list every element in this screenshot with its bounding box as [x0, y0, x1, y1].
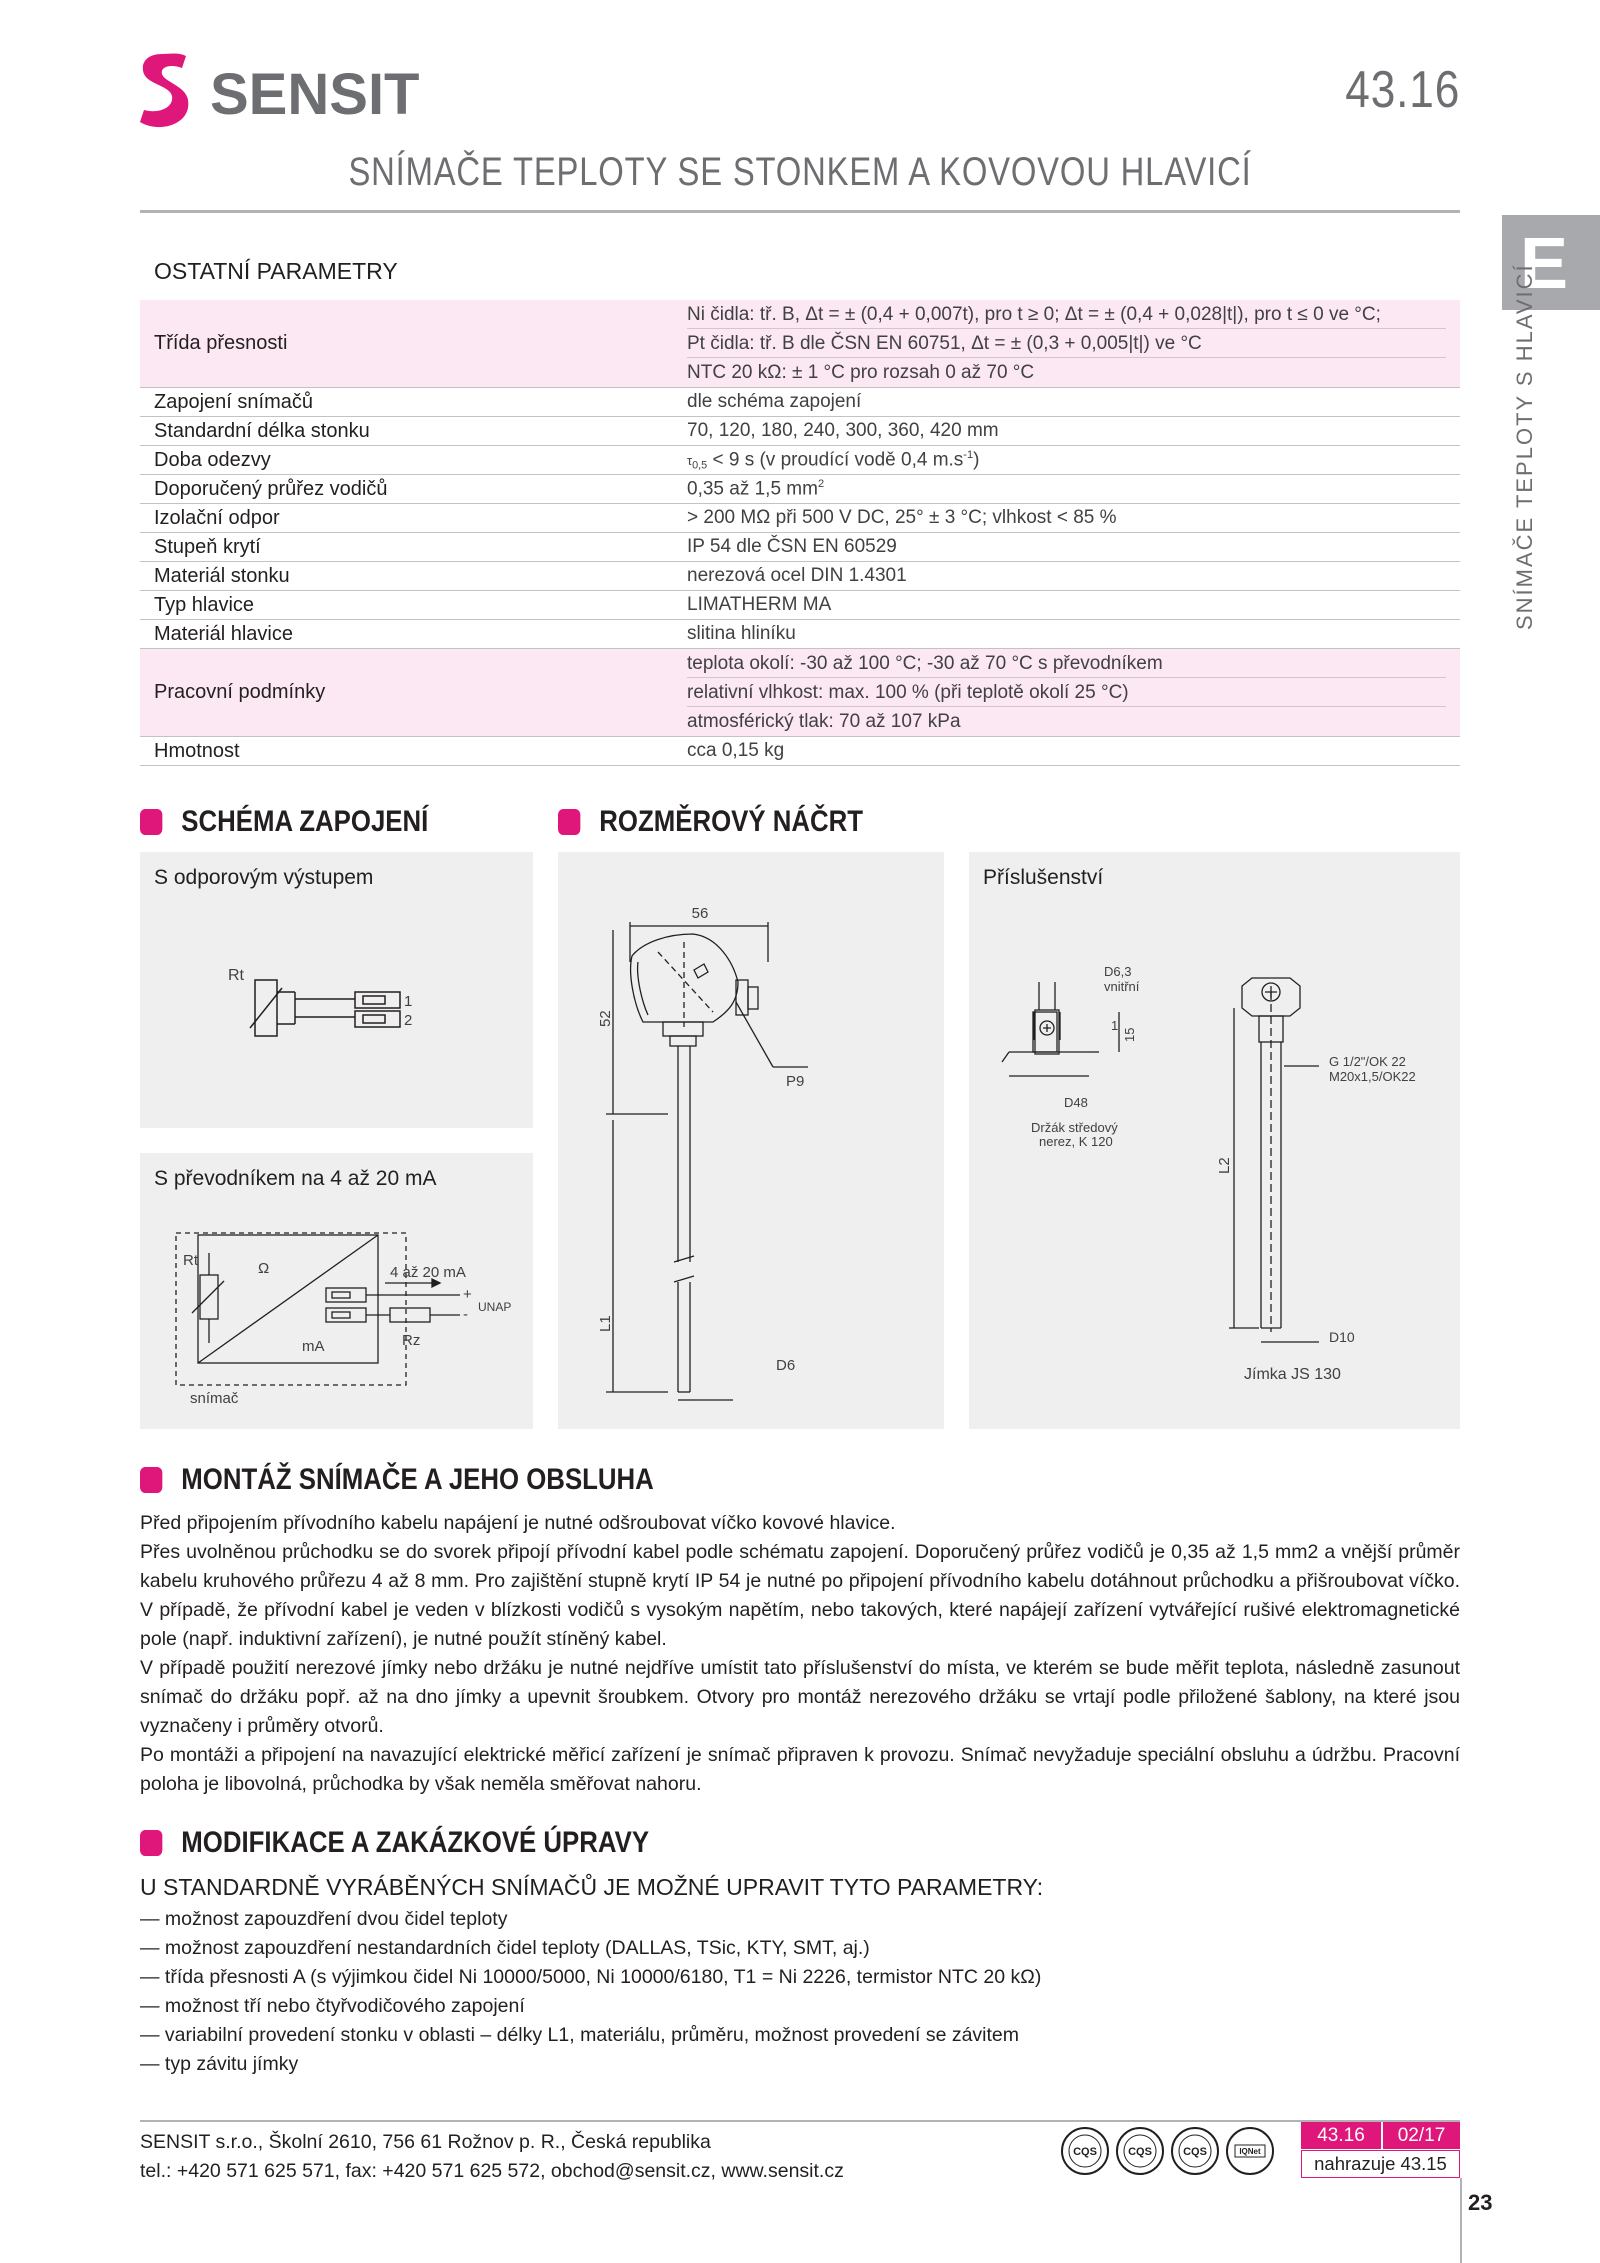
list-item: — možnost zapouzdření nestandardních čidel teploty (DALLAS, TSic, KTY, SMT, aj.) — [140, 1934, 1041, 1963]
holder-label-1: Držák středový — [1031, 1120, 1118, 1135]
param-value-line: teplota okolí: -30 až 100 °C; -30 až 70 °C s převodníkem — [687, 649, 1446, 678]
heading-bullet-icon — [140, 809, 162, 835]
modifications-heading — [140, 1826, 649, 1860]
param-label: Typ hlavice — [140, 591, 673, 620]
param-value: nerezová ocel DIN 1.4301 — [673, 562, 1460, 591]
page-number: 23 — [1468, 2190, 1493, 2215]
page-title: SNÍMAČE TEPLOTY SE STONKEM A KOVOVOU HLAVICÍ — [348, 150, 1252, 194]
param-row — [140, 388, 1460, 417]
dim-d48-label: D48 — [1064, 1095, 1088, 1110]
dim-d6-label: D6 — [776, 1357, 796, 1374]
param-label: Standardní délka stonku — [140, 417, 673, 446]
wiring-heading-text: SCHÉMA ZAPOJENÍ — [181, 805, 429, 838]
dim-1-label: 1 — [1111, 1018, 1119, 1033]
param-label: Hmotnost — [140, 737, 673, 766]
params-table — [140, 300, 1460, 766]
installation-text — [140, 1509, 1460, 1799]
param-value: 0,35 až 1,5 $mm^2$ — [673, 475, 1460, 504]
installation-heading-text: MONTÁŽ SNÍMAČE A JEHO OBSLUHA — [181, 1463, 654, 1496]
well-label: Jímka JS 130 — [1244, 1366, 1341, 1383]
param-value: IP 54 dle ČSN EN 60529 — [673, 533, 1460, 562]
company-contact: tel.: +420 571 625 571, fax: +420 571 625 572, obchod@sensit.cz, www.sensit.cz — [140, 2160, 844, 2182]
dim-l2-label: L2 — [1216, 1157, 1233, 1174]
wiring-panel-resistive — [140, 852, 533, 1128]
resistive-wiring-diagram — [140, 852, 533, 1128]
param-label: Izolační odpor — [140, 504, 673, 533]
accessories-label: Příslušenství — [983, 866, 1104, 889]
param-value-line: NTC 20 kΩ: ± 1 °C pro rozsah 0 až 70 °C — [687, 362, 1035, 383]
rt-label: Rt — [228, 967, 244, 984]
heading-bullet-icon — [140, 1830, 162, 1856]
heading-bullet-icon — [140, 1467, 162, 1493]
accessories-dimension-drawing — [969, 852, 1460, 1429]
param-label: Pracovní podmínky — [140, 649, 673, 737]
param-value-line: Ni čidla: tř. B, Δt = ± (0,4 + 0,007t), pro t ≥ 0; Δt = ± (0,4 + 0,028|t|), pro t ≤ 0 ve °C; — [687, 300, 1446, 329]
param-row — [140, 562, 1460, 591]
param-value-line: relativní vlhkost: max. 100 % (při teplotě okolí 25 °C) — [687, 678, 1446, 707]
dim-15-label: 15 — [1122, 1027, 1137, 1042]
installation-paragraph: Před připojením přívodního kabelu napájení je nutné odšroubovat víčko kovové hlavice. — [140, 1512, 896, 1534]
svg-text:IQNet: IQNet — [1239, 2147, 1261, 2156]
section-tab-text: SNÍMAČE TEPLOTY S HLAVICÍ — [1512, 263, 1537, 630]
terminal-1-label: 1 — [404, 993, 413, 1010]
param-label: Materiál stonku — [140, 562, 673, 591]
param-value: > 200 MΩ při 500 V DC, 25° ± 3 °C; vlhkost < 85 % — [673, 504, 1460, 533]
ma-label: mA — [302, 1338, 325, 1355]
cqs-cert-icon — [1115, 2126, 1165, 2176]
param-label: Stupeň krytí — [140, 533, 673, 562]
param-value — [673, 649, 1460, 737]
transmitter-wiring-diagram — [140, 1153, 533, 1429]
thread-label-1: G 1/2"/OK 22 — [1329, 1054, 1406, 1069]
supply-voltage-label: UNAP — [478, 1300, 512, 1314]
footer-rule — [140, 2120, 1460, 2122]
dim-d63-label: D6,3 — [1104, 964, 1132, 979]
sensor-dimension-drawing — [558, 852, 944, 1429]
dimensions-heading-text: ROZMĚROVÝ NÁČRT — [599, 805, 864, 838]
param-value-line: atmosférický tlak: 70 až 107 kPa — [687, 711, 961, 732]
svg-text:CQS: CQS — [1183, 2146, 1207, 2158]
param-row — [140, 504, 1460, 533]
param-value: LIMATHERM MA — [673, 591, 1460, 620]
brand-name: SENSIT — [210, 62, 420, 127]
list-item: — variabilní provedení stonku v oblasti – délky L1, materiálu, průměru, možnost provedení se závitem — [140, 2021, 1041, 2050]
svg-text:CQS: CQS — [1128, 2146, 1152, 2158]
param-row — [140, 475, 1460, 504]
dimension-panel-sensor — [558, 852, 944, 1429]
param-row — [140, 620, 1460, 649]
dim-internal-label: vnitřní — [1104, 979, 1140, 994]
list-item: — typ závitu jímky — [140, 2050, 1041, 2079]
installation-paragraph: V případě použití nerezové jímky nebo držáku je nutné nejdříve umístit tato příslušenství do místa, ve kterém se bude měřit teplota, následně zasunout snímač do držáku popř. až na dno jímky a upevnit šroubkem. Otvory pro montáž nerezového držáku se vrtají podle přiložené šablony, na které jsou vyznačeny i průměry otvorů. — [140, 1657, 1460, 1737]
param-value-line: Pt čidla: tř. B dle ČSN EN 60751, Δt = ± (0,3 + 0,005|t|) ve °C — [687, 329, 1446, 358]
installation-paragraph: Po montáži a připojení na navazující elektrické měřicí zařízení je snímač připraven k provozu. Snímač nevyžaduje speciální obsluhu a údržbu. Pracovní poloha je libovolná, průchodka by však neměla směřovat nahoru. — [140, 1744, 1460, 1795]
modifications-heading-text: MODIFIKACE A ZAKÁZKOVÉ ÚPRAVY — [181, 1826, 650, 1859]
svg-text:CQS: CQS — [1073, 2146, 1097, 2158]
current-range-label: 4 až 20 mA — [390, 1264, 466, 1281]
param-value: cca 0,15 kg — [673, 737, 1460, 766]
wiring-panel-transmitter — [140, 1153, 533, 1429]
param-row — [140, 417, 1460, 446]
section-tab-letter: E — [1520, 224, 1569, 304]
section-tab-label — [1512, 263, 1542, 630]
dim-l1-label: L1 — [597, 1315, 614, 1332]
replaces-note: nahrazuje 43.15 — [1301, 2150, 1460, 2178]
dim-p9-label: P9 — [786, 1073, 805, 1090]
param-label: Třída přesnosti — [140, 300, 673, 388]
wiring-panel-label: S převodníkem na 4 až 20 mA — [154, 1167, 437, 1190]
company-address: SENSIT s.r.o., Školní 2610, 756 61 Rožnov p. R., Česká republika — [140, 2131, 711, 2153]
thread-label-2: M20x1,5/OK22 — [1329, 1069, 1416, 1084]
dimension-panel-accessories — [969, 852, 1460, 1429]
param-row — [140, 591, 1460, 620]
rt-label: Rt — [183, 1252, 198, 1269]
iqnet-cert-icon — [1225, 2126, 1275, 2176]
dim-52-label: 52 — [597, 1010, 614, 1027]
modifications-list — [140, 1905, 1041, 2079]
param-value: $\tau_{0,5} < 9$ s (v proudící vodě 0,4 $m.s^{-1}$) — [673, 446, 1460, 475]
list-item: — třída přesnosti A (s výjimkou čidel Ni 10000/5000, Ni 10000/6180, T1 = Ni 2226, termistor NTC 20 kΩ) — [140, 1963, 1041, 1992]
holder-label-2: nerez, K 120 — [1039, 1134, 1113, 1149]
param-row — [140, 533, 1460, 562]
modifications-subheading: U STANDARDNĚ VYRÁBĚNÝCH SNÍMAČŮ JE MOŽNÉ UPRAVIT TYTO PARAMETRY: — [140, 1874, 1044, 1900]
param-row — [140, 649, 1460, 737]
param-value: slitina hliníku — [673, 620, 1460, 649]
terminal-2-label: 2 — [404, 1012, 413, 1029]
footer-address — [140, 2128, 844, 2186]
param-row — [140, 300, 1460, 388]
plus-label: + — [463, 1286, 472, 1303]
param-value — [673, 300, 1460, 388]
title-rule — [140, 210, 1460, 213]
cqs-cert-icon — [1170, 2126, 1220, 2176]
doc-date-badge: 02/17 — [1383, 2122, 1460, 2149]
heading-bullet-icon — [558, 809, 580, 835]
cqs-cert-icon — [1060, 2126, 1110, 2176]
param-label: Materiál hlavice — [140, 620, 673, 649]
wiring-heading — [140, 805, 428, 839]
page-corner-rule — [1460, 2178, 1462, 2263]
ohm-label: Ω — [258, 1260, 270, 1277]
sensor-label: snímač — [190, 1390, 239, 1407]
param-label: Doporučený průřez vodičů — [140, 475, 673, 504]
dim-d10-label: D10 — [1329, 1329, 1355, 1345]
list-item: — možnost zapouzdření dvou čidel teploty — [140, 1905, 1041, 1934]
param-row — [140, 446, 1460, 475]
param-label: Doba odezvy — [140, 446, 673, 475]
installation-heading — [140, 1463, 654, 1497]
installation-paragraph: Přes uvolněnou průchodku se do svorek připojí přívodní kabel podle schématu zapojení. Doporučený průřez vodičů je 0,35 až 1,5 mm2 a vnější průměr kabelu kruhového průřezu 4 až 8 mm. Pro zajištění stupně krytí IP 54 je nutné po připojení přívodního kabelu dotáhnout průchodku a přišroubovat víčko. V případě, že přívodní kabel je veden v blízkosti vodičů s vysokým napětím, nebo takových, které napájejí zařízení vytvářející rušivé elektromagnetické pole (např. induktivní zařízení), je nutné použít stíněný kabel. — [140, 1541, 1460, 1650]
doc-number: 43.16 — [1345, 61, 1460, 119]
param-label: Zapojení snímačů — [140, 388, 673, 417]
dimensions-heading — [558, 805, 863, 839]
minus-label: - — [463, 1306, 468, 1323]
doc-code-badge: 43.16 — [1301, 2122, 1381, 2149]
param-value: 70, 120, 180, 240, 300, 360, 420 mm — [673, 417, 1460, 446]
params-heading: OSTATNÍ PARAMETRY — [154, 258, 398, 284]
dim-56-label: 56 — [691, 905, 709, 922]
list-item: — možnost tří nebo čtyřvodičového zapojení — [140, 1992, 1041, 2021]
param-value: dle schéma zapojení — [673, 388, 1460, 417]
wiring-panel-label: S odporovým výstupem — [154, 866, 374, 889]
rz-label: Rz — [402, 1332, 421, 1349]
param-row — [140, 737, 1460, 766]
sensit-logo — [140, 52, 430, 132]
